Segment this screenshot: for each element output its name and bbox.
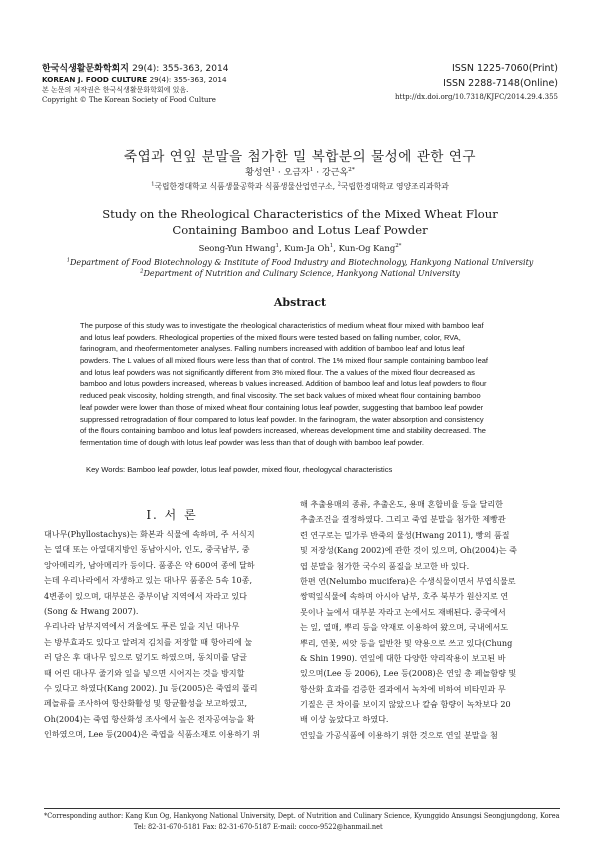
copyright-line: Copyright © The Korean Society of Food Culture	[42, 96, 216, 104]
abstract-line: and lotus leaf powders. Rheological properties of the mixed flours were tested based on falling number, color, RVA,	[80, 332, 461, 342]
body-text-line: 련 연구로는 밀가루 반죽의 물성(Hwang 2011), 빵의 품질	[300, 529, 510, 540]
journal-name-ko: 한국식생활문화학회지 29(4): 355-363, 2014	[42, 64, 229, 74]
authors-en: Seong-Yun Hwang$^1$, Kum-Ja Oh$^1$, Kun-Og Kang$^{2*}$	[198, 243, 402, 253]
body-text-line: 엽 분말을 첨가한 국수의 품질을 보고한 바 있다.	[300, 560, 470, 571]
body-text-line: 인하였으며, Lee 등(2004)은 죽엽을 식품소재로 이용하기 위	[44, 729, 261, 740]
abstract-body	[80, 320, 530, 449]
abstract-line: The purpose of this study was to investigate the rheological characteristics of medium wheat flour mixed with bamboo leaf	[80, 321, 484, 330]
abstract-line: reduced peak viscosity, holding strength, and final viscosity. The set back values of mixed wheat flour containing bamboo	[80, 391, 481, 401]
body-text-line: 앙아메리카, 남아메리카 등이다. 품종은 약 600여 종에 달하	[44, 559, 255, 570]
body-text-line: 있으며(Lee 등 2006), Lee 등(2008)은 연잎 총 페놀함량 및	[300, 668, 517, 679]
body-text-line: 러 담은 후 대나무 잎으로 덮기도 하였으며, 동치미를 담글	[44, 652, 247, 663]
abstract-line: and lotus leaf powders was not significantly different from 3% mixed flour. The a values of the mixed flour decreased as	[80, 367, 475, 377]
body-text-line: 는 방부효과도 있다고 알려져 김치를 저장할 때 항아리에 눌	[44, 636, 253, 647]
issn-block	[395, 61, 558, 103]
body-text-line: 때 어린 대나무 줄기와 잎을 넣으면 시어지는 것을 방지할	[44, 667, 245, 678]
body-text-line: 항산화 효과를 검증한 결과에서 녹차에 비하여 비타민과 무	[300, 683, 506, 694]
abstract-heading: Abstract	[273, 296, 327, 309]
abstract-line: bamboo and lotus powders increased, whereas b values increased. Addition of bamboo leaf and lotus leaf powders to flour	[80, 379, 487, 389]
body-text-line: 못이나 늪에서 대부분 자라고 논에서도 재배된다. 중국에서	[300, 606, 506, 617]
body-text-line: 연잎을 가공식품에 이용하기 위한 것으로 연잎 분말을 첨	[300, 729, 498, 740]
body-text-line: 수 있다고 하였다(Kang 2002). Ju 등(2005)은 죽엽의 폴리	[44, 682, 258, 693]
issn-online: ISSN 2288-7148(Online)	[443, 78, 558, 89]
journal-header	[42, 64, 342, 105]
journal-volume-en: 29(4): 355-363, 2014	[149, 75, 227, 84]
body-text-line: Oh(2004)는 죽엽 항산화성 조사에서 높은 전자공여능을 확	[44, 713, 255, 724]
body-text-line: 페놀류를 조사하여 항산화활성 및 항균활성을 보고하였고,	[44, 698, 248, 709]
right-column-text	[300, 497, 556, 743]
journal-volume-ko: 29(4): 355-363, 2014	[132, 64, 229, 74]
body-text-line: 쌍떡잎식물에 속하며 아시아 남부, 호주 북부가 원산지로 연	[300, 591, 509, 602]
footnote-contact: Tel: 82-31-670-5181 Fax: 82-31-670-5187 E-mail: cocco-9522@hanmail.net	[133, 822, 383, 831]
journal-name-en: KOREAN J. FOOD CULTURE 29(4): 355-363, 2014	[42, 75, 227, 84]
title-en: Study on the Rheological Characteristics of the Mixed Wheat Flour Containing Bamboo and Lotus Leaf Powder	[102, 207, 498, 237]
body-column-right	[300, 497, 556, 743]
footer-divider	[44, 808, 560, 809]
abstract-line: powders. The L values of all mixed flours were less than that of control. The 1% mixed flour sample containing bamboo leaf	[80, 356, 488, 366]
abstract-line: of the flours containing bamboo and lotus leaf powders increased, whereas development time and stability decreased. The	[80, 426, 486, 436]
body-text-line: 는 열대 또는 아열대지방인 동남아시아, 인도, 중국남부, 중	[44, 544, 250, 555]
body-text-line: 뿌리, 연꽃, 씨앗 등을 일반찬 및 약용으로 쓰고 있다(Chung	[300, 637, 513, 648]
abstract-line: farinogram, and rheofermentometer analyses. Falling numbers increased with addition of bamboo leaf and lotus leaf	[80, 344, 465, 354]
body-text-line: 및 저장성(Kang 2002)에 관한 것이 있으며, Oh(2004)는 죽	[300, 545, 517, 556]
body-text-line: 는데 우리나라에서 자생하고 있는 대나무 품종은 5속 10종,	[44, 575, 253, 586]
abstract-line: suppressed retrogradation of flour compared to lotus leaf powder. In the farinogram, the water absorption and consistency	[80, 414, 484, 424]
issn-print: ISSN 1225-7060(Print)	[451, 63, 558, 74]
copyright-note-ko: 본 논문의 저작권은 한국식생활문화학회에 있음.	[42, 86, 189, 94]
body-text-line: (Song & Hwang 2007).	[44, 605, 139, 616]
abstract-line: fermentation time of dough with lotus leaf powder was less than that of dough with bamboo leaf powder.	[80, 437, 424, 447]
title-ko: 죽엽과 연잎 분말을 첨가한 밀 복합분의 물성에 관한 연구	[123, 149, 477, 165]
body-text-line: 한편 연(Nelumbo mucifera)은 수생식물이면서 부엽식물로	[300, 575, 516, 586]
abstract-line: leaf powder were lower than those of mixed wheat flour containing lotus leaf powder, suggesting that bamboo leaf powder	[80, 402, 484, 412]
body-text-line: 기질은 큰 차이를 보이지 않았으나 칼슘 함량이 녹차보다 20	[300, 699, 511, 710]
authors-ko: 황성연$^1$ · 오금자$^1$ · 강근옥$^{2*}$	[245, 167, 355, 178]
body-text-line: & Shin 1990). 연잎에 대한 다양한 약리작용이 보고된 바	[300, 652, 506, 663]
doi-link[interactable]: http://dx.doi.org/10.7318/KJFC/2014.29.4.355	[394, 93, 558, 101]
body-text-line: 우리나라 남부지역에서 겨울에도 푸른 잎을 지닌 대나무	[44, 621, 240, 632]
keywords: Key Words: Bamboo leaf powder, lotus leaf powder, mixed flour, rheologycal characteristics	[86, 465, 393, 474]
footnote-line-1: *Corresponding author: Kang Kun Og, Hankyong National University, Dept. of Nutrition and Culinary Science, Kyunggido Ansungsi Seongjungdong, Korea	[44, 812, 560, 820]
left-column-text	[44, 527, 300, 742]
affiliation-ko: $^1$국립한경대학교 식품생물공학과 식품생물산업연구소, $^2$국립한경대학교 영양조리과학과	[151, 181, 449, 191]
corresponding-author-footnote	[44, 811, 595, 832]
body-column-left	[44, 497, 300, 742]
section-heading-introduction: I. 서 론	[146, 508, 198, 522]
body-text-line: 배 이상 높았다고 하였다.	[300, 714, 389, 725]
affiliation-en: $^1$Department of Food Biotechnology & Institute of Food Industry and Biotechnology, Hankyong National University $^2$Department of Nutrition and Culinary Science, Hankyong National University	[66, 257, 534, 278]
body-text-line: 4변종이 있으며, 대부분은 중부이남 지역에서 자라고 있다	[44, 590, 247, 601]
body-text-line: 대나무(Phyllostachys)는 화본과 식물에 속하며, 주 서식지	[44, 529, 255, 539]
body-text-line: 추출조건을 결정하였다. 그리고 죽엽 분말을 첨가한 제빵관	[300, 514, 506, 525]
body-text-line: 해 추출용매의 종류, 추출온도, 용매 혼합비율 등을 달리한	[300, 499, 503, 509]
body-text-line: 는 잎, 열매, 뿌리 등을 약재로 이용하여 왔으며, 국내에서도	[300, 622, 509, 633]
